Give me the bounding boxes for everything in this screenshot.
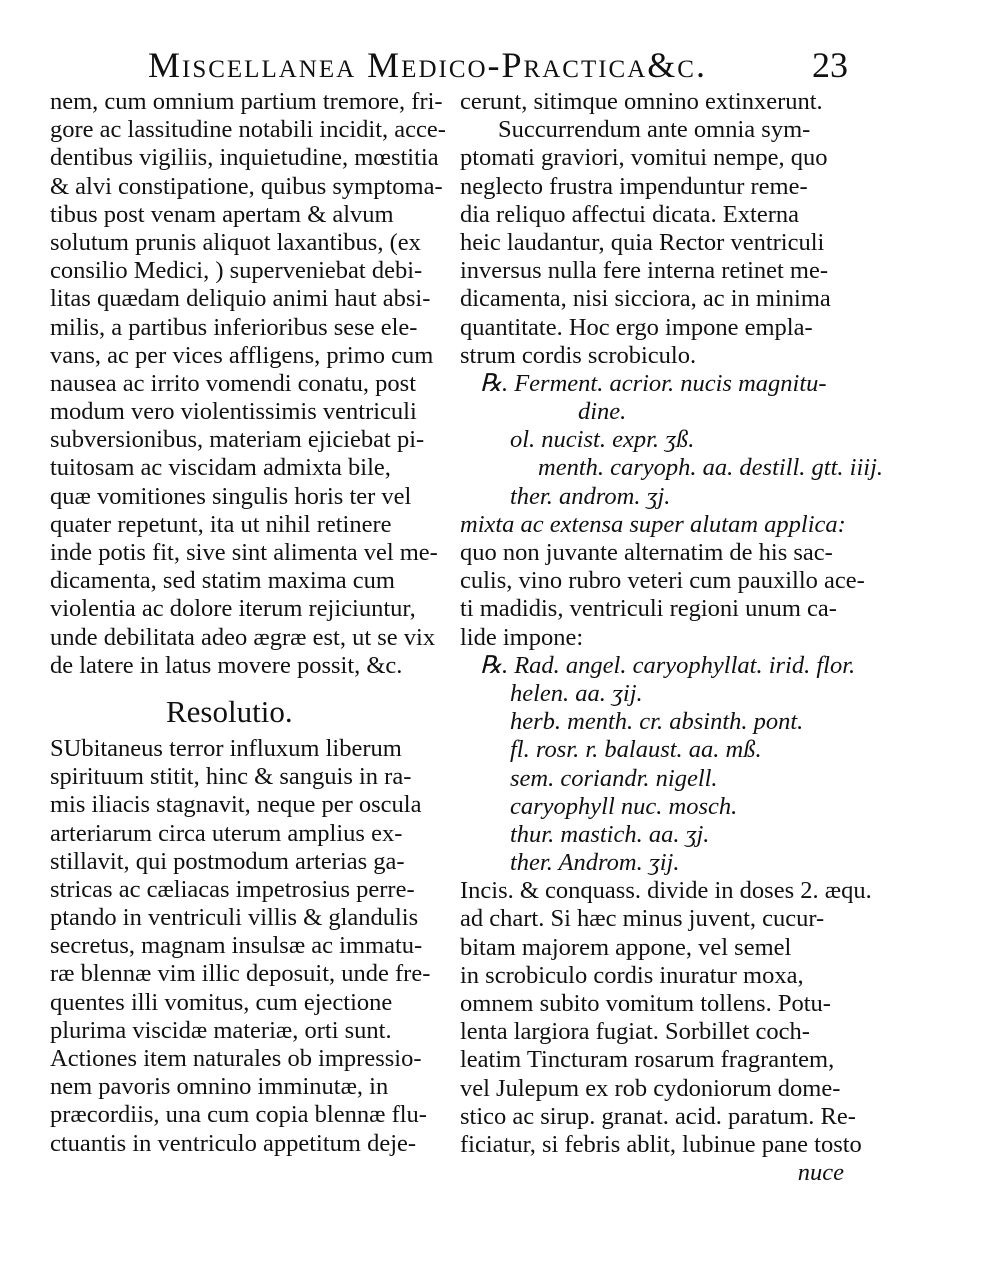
- text-line: subversionibus, materiam ejiciebat pi-: [50, 426, 425, 454]
- text-line: ti madidis, ventriculi regioni unum ca-: [460, 595, 837, 623]
- text-line: stillavit, qui postmodum arterias ga-: [50, 847, 405, 875]
- text-line: lenta largiora fugiat. Sorbillet coch-: [460, 1018, 810, 1046]
- text-line: ptomati graviori, vomitui nempe, quo: [460, 144, 828, 172]
- text-line: modum vero violentissimis ventriculi: [50, 398, 417, 426]
- text-line: vel Julepum ex rob cydoniorum dome-: [460, 1074, 841, 1102]
- text-line: Actiones item naturales ob impressio-: [50, 1045, 422, 1072]
- text-line: quantitate. Hoc ergo impone empla-: [460, 313, 813, 341]
- text-line: & alvi constipatione, quibus symptoma-: [50, 172, 443, 200]
- text-line: ptando in ventriculi villis & glandulis: [50, 904, 419, 932]
- text-line: nem pavoris omnino imminutæ, in: [50, 1073, 389, 1101]
- paragraph-resolutio: [50, 735, 436, 1158]
- recipe-line: helen. aa. ʒij.: [510, 679, 643, 707]
- text-line: ad chart. Si hæc minus juvent, cucur-: [460, 905, 825, 933]
- text-line: neglecto frustra impenduntur reme-: [460, 172, 808, 200]
- text-line: inversus nulla fere interna retinet me-: [460, 257, 829, 285]
- text-line: mixta ac extensa super alutam applica:: [460, 510, 846, 538]
- paragraph-treatment: [460, 88, 844, 370]
- text-line: Incis. & conquass. divide in doses 2. æqu.: [460, 877, 872, 905]
- text-line: violentia ac dolore iterum rejiciuntur,: [50, 595, 416, 623]
- text-line: omnem subito vomitum tollens. Potu-: [460, 990, 831, 1017]
- text-line: nem, cum omnium partium tremore, fri-: [50, 88, 443, 115]
- text-line: culis, vino rubro veteri cum pauxillo ace-: [460, 567, 865, 595]
- recipe-line: caryophyll nuc. mosch.: [510, 792, 738, 820]
- text-line: præcordiis, una cum copia blennæ flu-: [50, 1101, 427, 1129]
- text-line: litas quædam deliquio animi haut absi-: [50, 285, 431, 313]
- text-line: mis iliacis stagnavit, neque per oscula: [50, 791, 422, 819]
- text-line: dicamenta, nisi sicciora, ac in minima: [460, 285, 831, 313]
- text-line: bitam majorem appone, vel semel: [460, 933, 792, 961]
- paragraph-sacculi: [460, 510, 865, 652]
- text-line: quæ vomitiones singulis horis ter vel: [50, 482, 412, 510]
- text-line: strum cordis scrobiculo.: [460, 341, 697, 369]
- recipe-line: herb. menth. cr. absinth. pont.: [510, 708, 804, 736]
- text-line: arteriarum circa uterum amplius ex-: [50, 819, 403, 847]
- text-line: spirituum stitit, hinc & sanguis in ra-: [50, 763, 412, 791]
- recipe-plaster: [460, 369, 884, 511]
- catchword: nuce: [797, 1159, 844, 1187]
- text-line: dia reliquo affectui dicata. Externa: [460, 200, 799, 228]
- page-header: [148, 44, 848, 88]
- right-column: [460, 88, 884, 1187]
- recipe-line: ther. Androm. ʒij.: [510, 849, 680, 877]
- text-line: lide impone:: [460, 623, 584, 651]
- text-line: solutum prunis aliquot laxantibus, (ex: [50, 228, 421, 256]
- recipe-line: thur. mastich. aa. ʒj.: [510, 820, 710, 848]
- recipe-line: menth. caryoph. aa. destill. gtt. iiij.: [538, 454, 884, 482]
- recipe-line: ol. nucist. expr. ʒß.: [510, 426, 695, 454]
- text-line: heic laudantur, quia Rector ventriculi: [460, 228, 825, 256]
- text-line: vans, ac per vices affligens, primo cum: [50, 341, 434, 369]
- recipe-line: sem. coriandr. nigell.: [510, 764, 718, 792]
- recipe-sacculi: [460, 651, 856, 878]
- text-line: Succurrendum ante omnia sym-: [498, 116, 811, 144]
- text-line: consilio Medici, ) superveniebat debi-: [50, 257, 423, 285]
- text-line: SUbitaneus terror influxum liberum: [50, 734, 402, 762]
- page-number: 23: [812, 45, 848, 85]
- text-line: dentibus vigiliis, inquietudine, mœstitia: [50, 144, 439, 172]
- running-title: Miscellanea Medico-Practica&c.: [148, 45, 707, 85]
- text-line: unde debilitata adeo ægræ est, ut se vix: [50, 623, 436, 651]
- text-line: stico ac sirup. granat. acid. paratum. Re-: [460, 1102, 856, 1130]
- text-line: quentes illi vomitus, cum ejectione: [50, 988, 393, 1016]
- text-line: ctuantis in ventriculo appetitum deje-: [50, 1129, 417, 1157]
- text-line: milis, a partibus inferioribus sese ele-: [50, 313, 418, 341]
- text-line: inde potis fit, sive sint alimenta vel me-: [50, 539, 438, 566]
- text-line: in scrobiculo cordis inuratur moxa,: [460, 961, 804, 989]
- recipe-line: ℞. Ferment. acrior. nucis magnitu-: [480, 369, 827, 397]
- text-line: ræ blennæ vim illic deposuit, unde fre-: [50, 960, 431, 988]
- text-line: tuitosam ac viscidam admixta bile,: [50, 454, 391, 482]
- text-line: secretus, magnam insulsæ ac immatu-: [50, 932, 423, 960]
- text-line: tibus post venam apertam & alvum: [50, 200, 394, 228]
- text-line: de latere in latus movere possit, &c.: [50, 651, 403, 679]
- text-line: leatim Tincturam rosarum fragrantem,: [460, 1046, 835, 1074]
- text-line: plurima viscidæ materiæ, orti sunt.: [50, 1016, 392, 1044]
- text-line: stricas ac cæliacas impetrosius perre-: [50, 875, 415, 903]
- text-line: ficiatur, si febris ablit, lubinue pane tosto: [460, 1130, 862, 1158]
- paragraph-doses: [460, 877, 872, 1159]
- text-line: nausea ac irrito vomendi conatu, post: [50, 369, 417, 397]
- text-line: quater repetunt, ita ut nihil retinere: [50, 510, 392, 538]
- left-column: [50, 88, 446, 1158]
- recipe-line: ther. androm. ʒj.: [510, 482, 671, 510]
- recipe-line: fl. rosr. r. balaust. aa. mß.: [510, 736, 762, 764]
- text-line: cerunt, sitimque omnino extinxerunt.: [460, 88, 823, 115]
- recipe-line: dine.: [578, 398, 627, 426]
- text-line: gore ac lassitudine notabili incidit, acce-: [50, 116, 446, 144]
- paragraph-case-description: [50, 88, 446, 680]
- recipe-line: ℞. Rad. angel. caryophyllat. irid. flor.: [480, 651, 856, 679]
- text-line: dicamenta, sed statim maxima cum: [50, 567, 395, 595]
- text-line: quo non juvante alternatim de his sac-: [460, 539, 833, 566]
- section-heading: Resolutio.: [166, 693, 293, 729]
